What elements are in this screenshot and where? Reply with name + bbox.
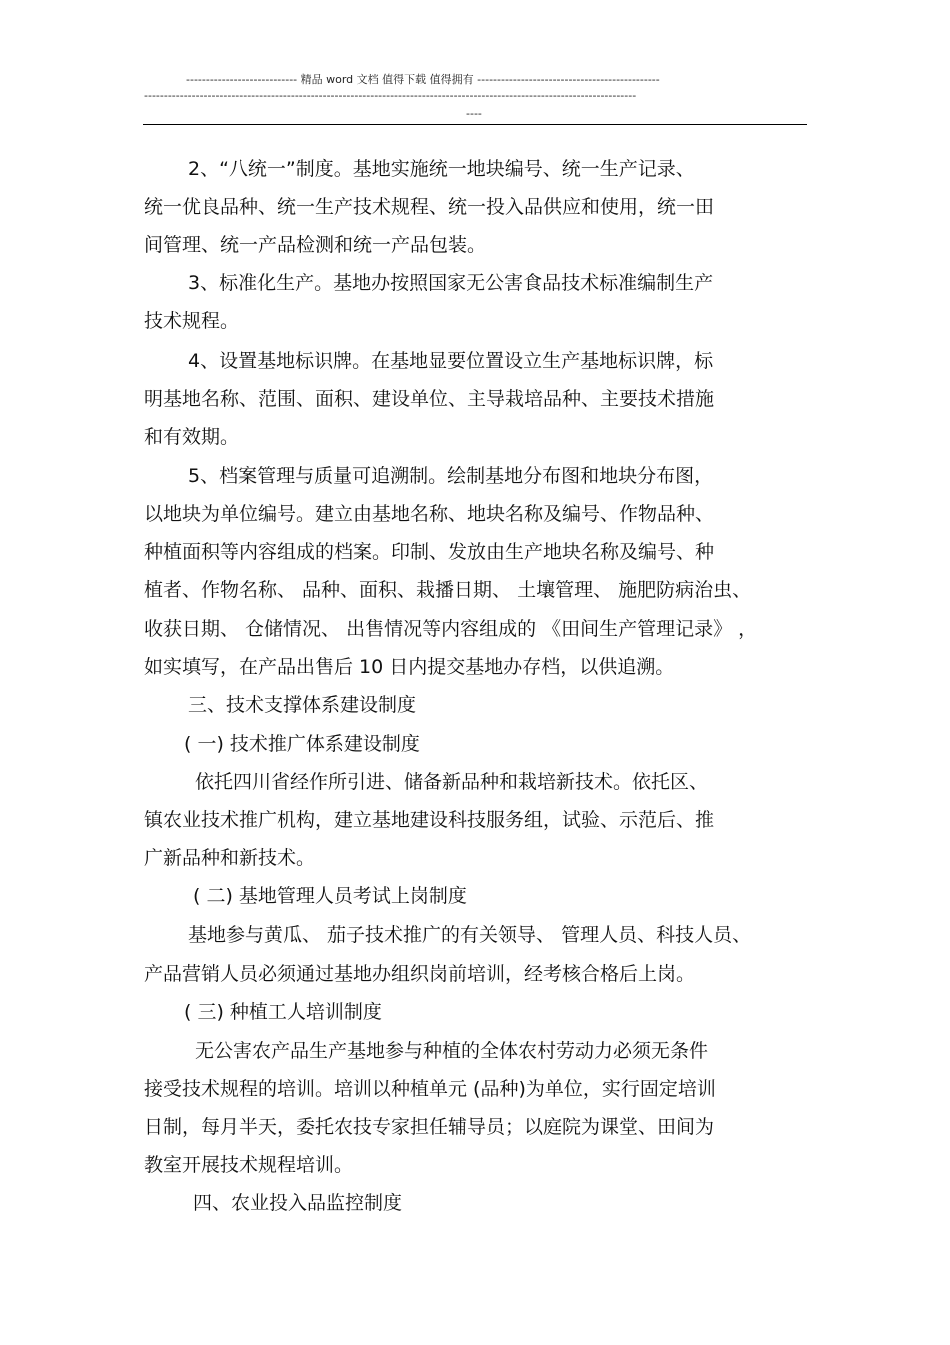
body-line: 收获日期、 仓储情况、 出售情况等内容组成的 《田间生产管理记录》 ， — [144, 618, 758, 640]
section-heading: 三、技术支撑体系建设制度 — [188, 694, 417, 716]
body-line: 以地块为单位编号。建立由基地名称、地块名称及编号、作物品种、 — [144, 503, 715, 525]
body-line: 基地参与黄瓜、 茄子技术推广的有关领导、 管理人员、科技人员、 — [188, 924, 752, 946]
subsection-heading: ( 二) 基地管理人员考试上岗制度 — [193, 885, 467, 907]
body-line: 2、“八统一”制度。基地实施统一地块编号、统一生产记录、 — [188, 158, 695, 180]
subsection-heading: ( 三) 种植工人培训制度 — [184, 1001, 382, 1023]
body-line: 间管理、统一产品检测和统一产品包装。 — [144, 234, 487, 256]
body-line: 镇农业技术推广机构，建立基地建设科技服务组，试验、示范后、推 — [144, 809, 715, 831]
body-line: 4、设置基地标识牌。在基地显要位置设立生产基地标识牌，标 — [188, 350, 714, 372]
subsection-heading: ( 一) 技术推广体系建设制度 — [184, 733, 420, 755]
body-line: 日制，每月半天，委托农技专家担任辅导员；以庭院为课堂、田间为 — [144, 1116, 715, 1138]
header-line-1: ---------------------------- 精品 word 文档 值得下载 值得拥有 ---------------------------------------------- — [186, 73, 660, 86]
section-heading: 四、农业投入品监控制度 — [193, 1192, 403, 1214]
body-line: 产品营销人员必须通过基地办组织岗前培训，经考核合格后上岗。 — [144, 963, 696, 985]
body-line: 技术规程。 — [144, 310, 240, 332]
header-rule — [143, 124, 807, 125]
body-line: 如实填写，在产品出售后 10 日内提交基地办存档，以供追溯。 — [144, 656, 675, 678]
body-line: 教室开展技术规程培训。 — [144, 1154, 354, 1176]
body-line: 种植面积等内容组成的档案。印制、发放由生产地块名称及编号、种 — [144, 541, 715, 563]
body-line: 无公害农产品生产基地参与种植的全体农村劳动力必须无条件 — [195, 1040, 709, 1062]
body-line: 广新品种和新技术。 — [144, 847, 316, 869]
body-line: 接受技术规程的培训。培训以种植单元 (品种)为单位，实行固定培训 — [144, 1078, 716, 1100]
body-line: 植者、作物名称、 品种、面积、栽播日期、 土壤管理、 施肥防病治虫、 — [144, 579, 752, 601]
body-line: 5、档案管理与质量可追溯制。绘制基地分布图和地块分布图， — [188, 465, 714, 487]
header-line-3: ---- — [466, 107, 482, 120]
body-line: 依托四川省经作所引进、储备新品种和栽培新技术。依托区、 — [195, 771, 709, 793]
body-line: 3、标准化生产。基地办按照国家无公害食品技术标准编制生产 — [188, 272, 714, 294]
body-line: 和有效期。 — [144, 426, 240, 448]
body-line: 统一优良品种、统一生产技术规程、统一投入品供应和使用，统一田 — [144, 196, 715, 218]
header-line-2: ---------------------------------------------------------------------------------------------------------------------------- — [144, 89, 637, 102]
body-line: 明基地名称、范围、面积、建设单位、主导栽培品种、主要技术措施 — [144, 388, 715, 410]
